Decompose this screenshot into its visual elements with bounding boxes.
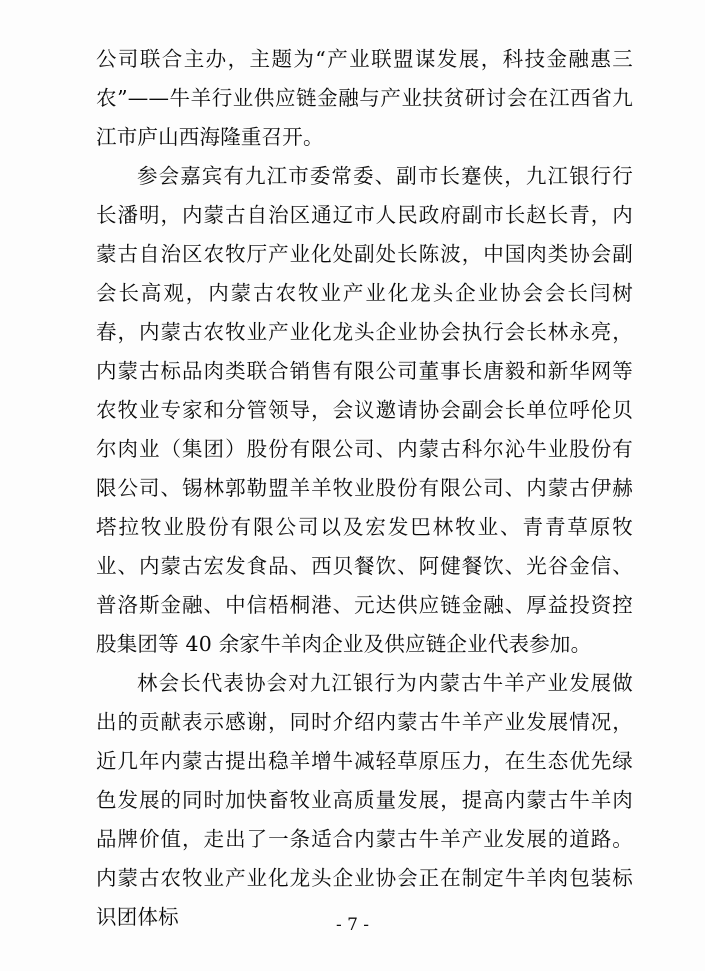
paragraph-3: 林会长代表协会对九江银行为内蒙古牛羊产业发展做出的贡献表示感谢，同时介绍内蒙古牛羊产业发展情况，近几年内蒙古提出稳羊增牛减轻草原压力，在生态优先绿色发展的同时加快畜牧业高质量发展，提高内蒙古牛羊肉品牌价值，走出了一条适合内蒙古牛羊产业发展的道路。内蒙古农牧业产业化龙头企业协会正在制定牛羊肉包装标识团体标	[96, 671, 633, 929]
document-body	[96, 40, 633, 937]
page-number: - 7 -	[335, 915, 370, 935]
paragraph-2: 参会嘉宾有九江市委常委、副市长蹇侠，九江银行行长潘明，内蒙古自治区通辽市人民政府副市长赵长青，内蒙古自治区农牧厅产业化处副处长陈波，中国肉类协会副会长高观，内蒙古农牧业产业化龙头企业协会会长闫树春，内蒙古农牧业产业化龙头企业协会执行会长林永亮，内蒙古标品肉类联合销售有限公司董事长唐毅和新华网等农牧业专家和分管领导，会议邀请协会副会长单位呼伦贝尔肉业（集团）股份有限公司、内蒙古科尔沁牛业股份有限公司、锡林郭勒盟羊羊牧业股份有限公司、内蒙古伊赫塔拉牧业股份有限公司以及宏发巴林牧业、青青草原牧业、内蒙古宏发食品、西贝餐饮、阿健餐饮、光谷金信、普洛斯金融、中信梧桐港、元达供应链金融、厚益投资控股集团等 40 余家牛羊肉企业及供应链企业代表参加。	[96, 164, 633, 656]
paragraph-1: 公司联合主办，主题为“产业联盟谋发展，科技金融惠三农”——牛羊行业供应链金融与产业扶贫研讨会在江西省九江市庐山西海隆重召开。	[96, 47, 633, 149]
